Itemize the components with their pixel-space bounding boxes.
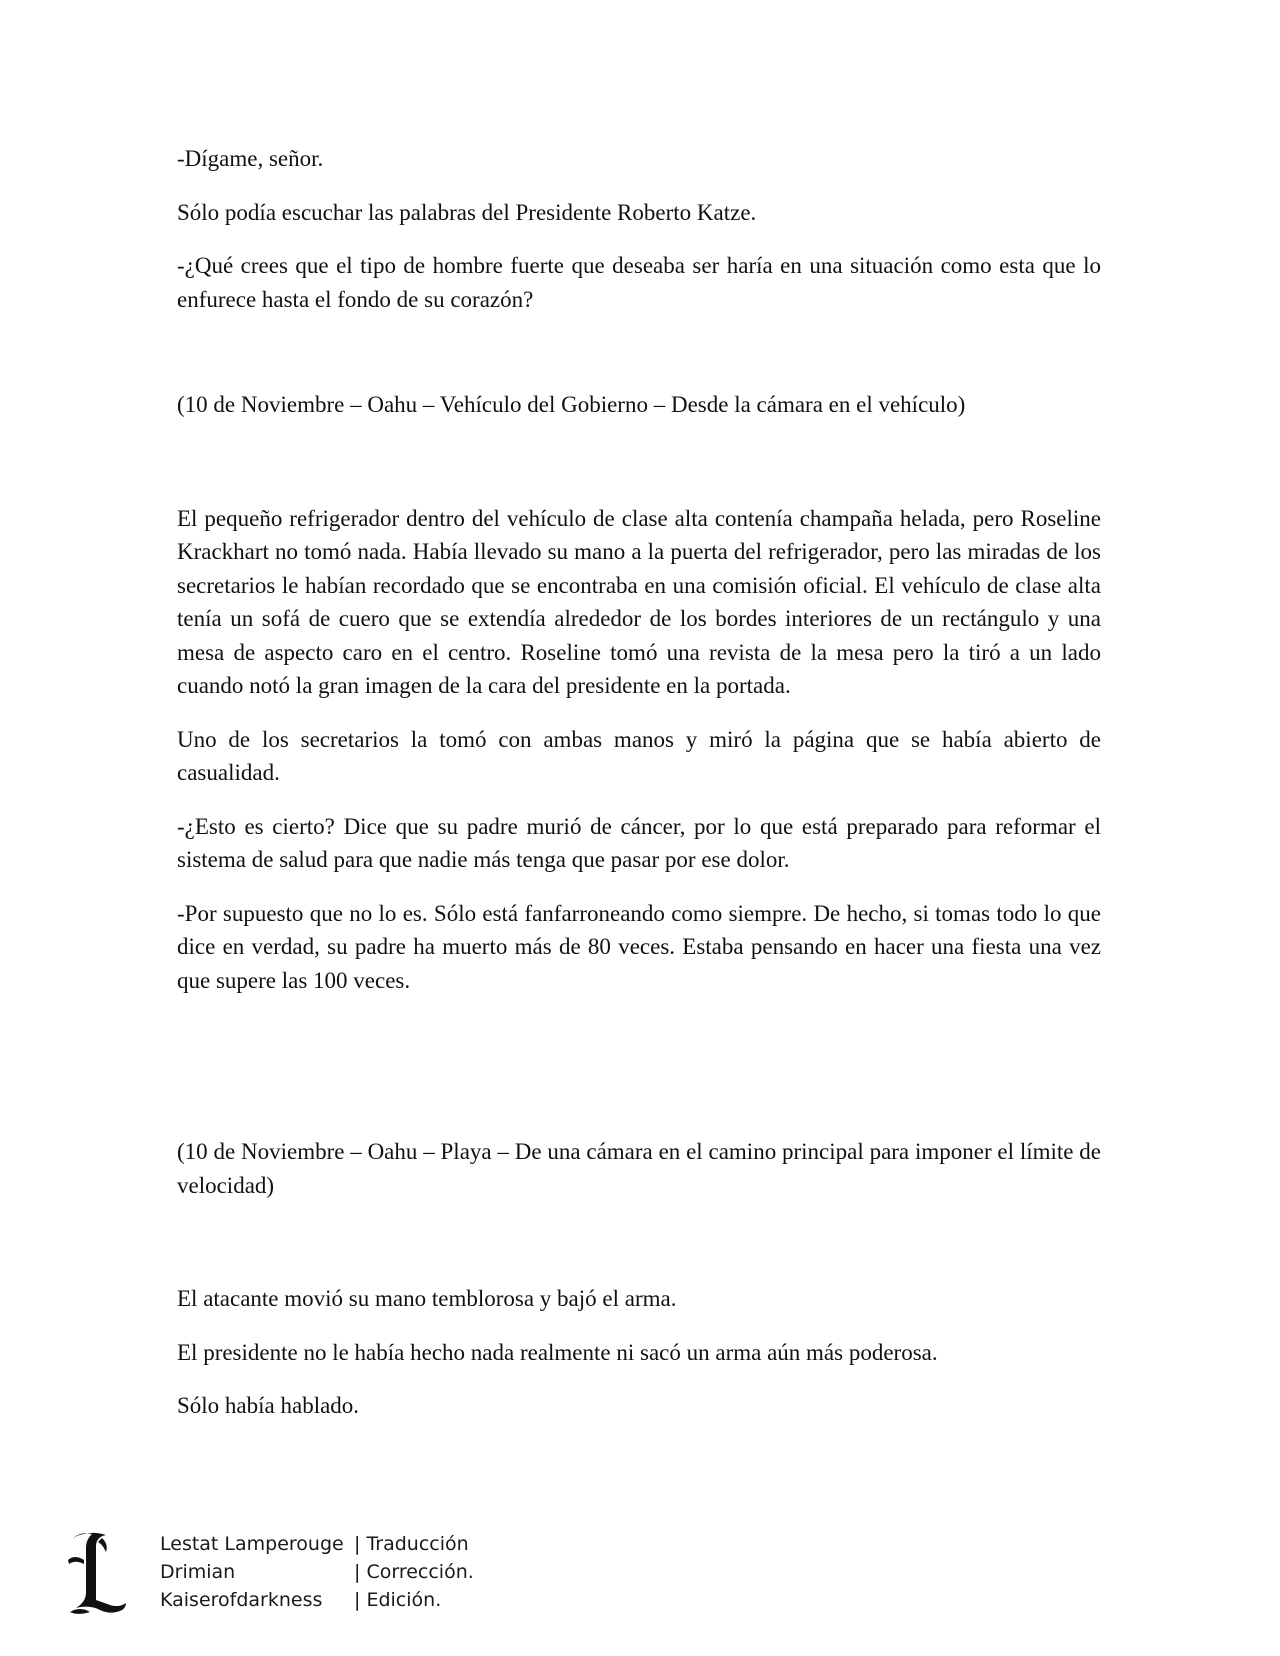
credit-name: Kaiserofdarkness (160, 1589, 323, 1611)
paragraph: Sólo había hablado. (177, 1393, 360, 1418)
paragraph: El presidente no le había hecho nada realmente ni sacó un arma aún más poderosa. (177, 1339, 938, 1365)
paragraph: -¿Esto es cierto? Dice que su padre murió de cáncer, por lo que está preparado para reformar el sistema de salud para que nadie más tenga que pasar por ese dolor. (177, 813, 1101, 872)
credits-footer (66, 1530, 666, 1622)
section-spacer (177, 1222, 1101, 1282)
document-body (177, 142, 1101, 1443)
paragraph: Sólo podía escuchar las palabras del Presidente Roberto Katze. (177, 199, 757, 225)
section-spacer (177, 442, 1101, 502)
credit-name: Lestat Lamperouge (160, 1533, 344, 1555)
paragraph: -¿Qué crees que el tipo de hombre fuerte que deseaba ser haría en una situación como esta que lo enfurece hasta el fondo de su corazón? (177, 253, 1101, 312)
credits-list (160, 1530, 474, 1614)
paragraph: -Dígame, señor. (177, 146, 324, 171)
section-spacer (177, 336, 1101, 388)
credit-name: Drimian (160, 1561, 236, 1583)
section-spacer (177, 1017, 1101, 1135)
credit-role: | Edición. (354, 1586, 441, 1614)
credit-role: | Traducción (354, 1530, 469, 1558)
credit-role: | Corrección. (354, 1558, 474, 1586)
credit-row (160, 1530, 474, 1558)
paragraph: El pequeño refrigerador dentro del vehículo de clase alta contenía champaña helada, pero Roseline Krackhart no tomó nada. Había llevado su mano a la puerta del refrigerador, pero las miradas de los secretarios le habían recordado que se encontraba en una comisión oficial. El vehículo de clase alta tenía un sofá de cuero que se extendía alrededor de los bordes interiores de un rectángulo y una mesa de aspecto caro en el centro. Roseline tomó una revista de la mesa pero la tiró a un lado cuando notó la gran imagen de la cara del presidente en la portada. (177, 505, 1101, 698)
gothic-l-logo-icon (66, 1530, 128, 1616)
paragraph: El atacante movió su mano temblorosa y bajó el arma. (177, 1286, 677, 1311)
paragraph: -Por supuesto que no lo es. Sólo está fanfarroneando como siempre. De hecho, si tomas todo lo que dice en verdad, su padre ha muerto más de 80 veces. Estaba pensando en hacer una fiesta una vez que supere las 100 veces. (177, 900, 1101, 993)
paragraph: Uno de los secretarios la tomó con ambas manos y miró la página que se había abierto de casualidad. (177, 726, 1101, 785)
scene-heading: (10 de Noviembre – Oahu – Playa – De una cámara en el camino principal para imponer el límite de velocidad) (177, 1139, 1101, 1198)
credit-row (160, 1558, 474, 1586)
credit-row (160, 1586, 474, 1614)
scene-heading: (10 de Noviembre – Oahu – Vehículo del Gobierno – Desde la cámara en el vehículo) (177, 392, 966, 417)
